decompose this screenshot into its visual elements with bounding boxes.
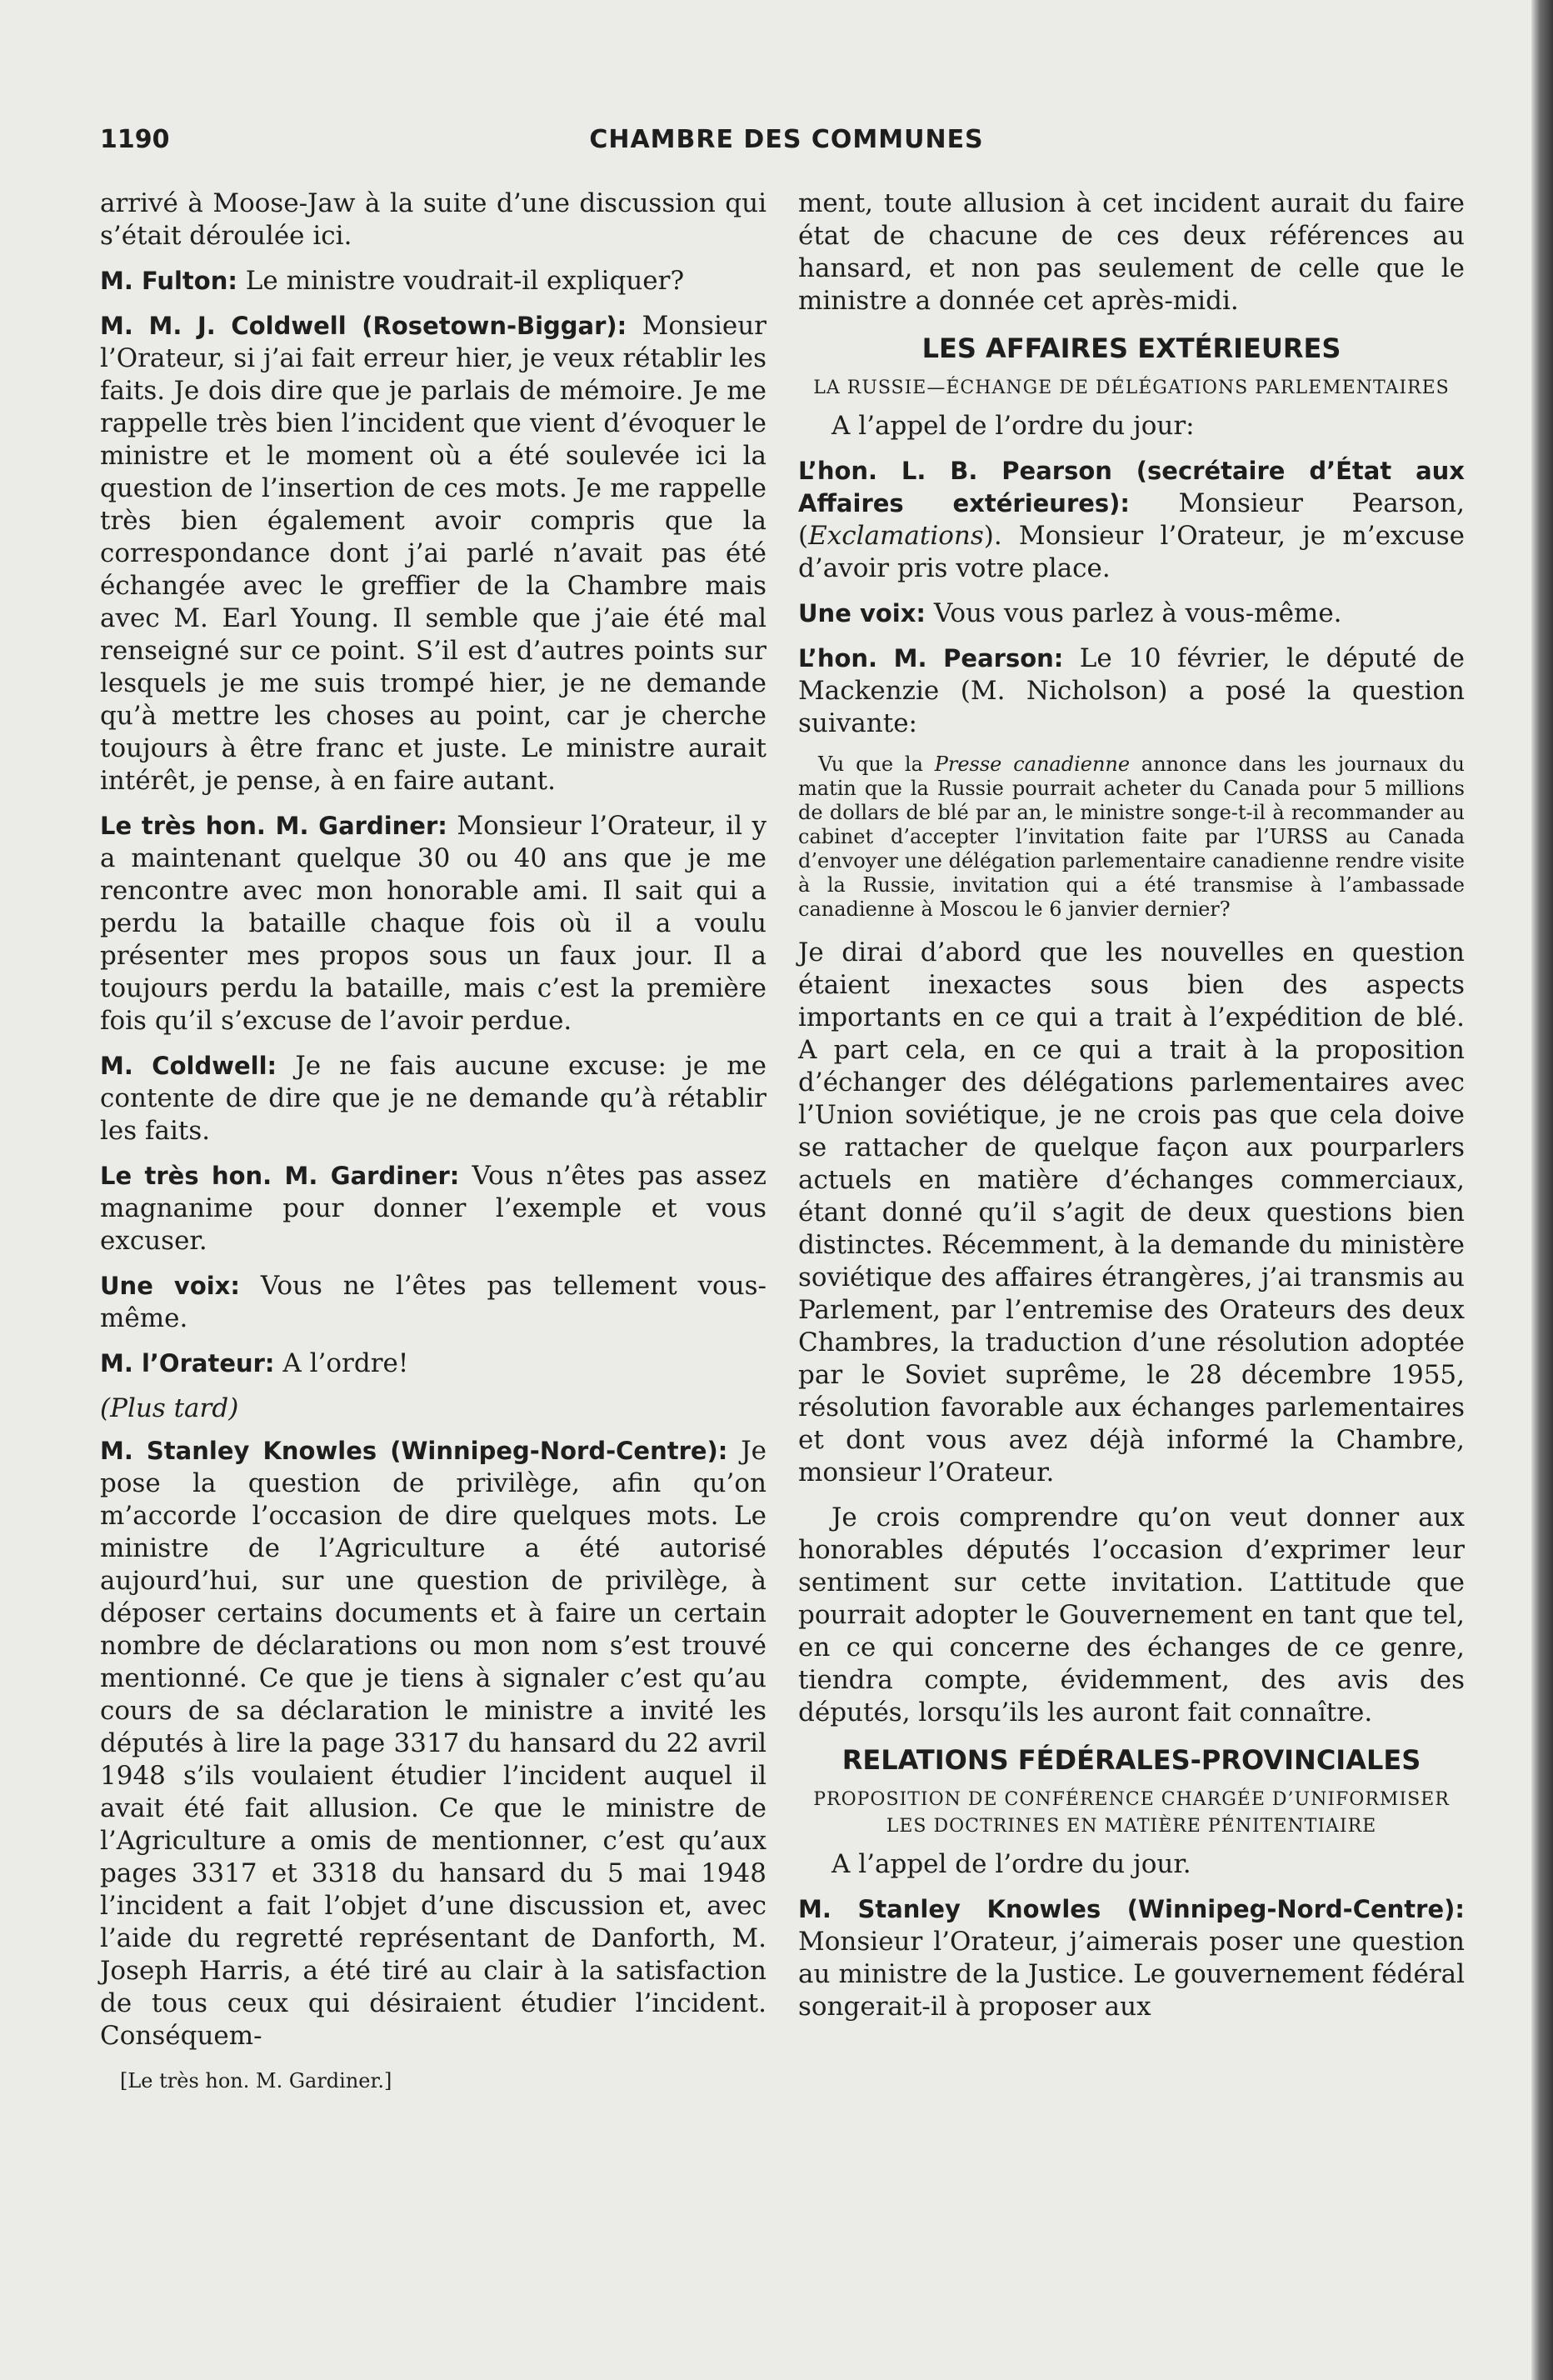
page-number: 1190 <box>100 125 170 154</box>
section-subheading-conference: PROPOSITION DE CONFÉRENCE CHARGÉE D’UNIFORMISER LES DOCTRINES EN MATIÈRE PÉNITENTIAIRE <box>813 1789 1450 1837</box>
quote-text: Vu que la <box>818 752 935 776</box>
speech-text: Vous vous parlez à vous-même. <box>926 598 1342 628</box>
speech-text: Monsieur l’Orateur, il y a maintenant quelque 30 ou 40 ans que je me rencontre avec mon honorable ami. Il sait qui a perdu la bataille chaque fois où il a voulu présenter mes propos sous un faux jour. Il a toujours perdu la bataille, mais c’est la première fois qu’il s’excuse de l’avoir perdue. <box>100 811 767 1036</box>
speaker-name: M. Coldwell: <box>100 1052 277 1080</box>
right-column <box>798 188 1465 2036</box>
speech-gardiner-2 <box>100 1160 767 1258</box>
speech-knowles <box>100 1435 767 2052</box>
speech-text-italic: Exclamations <box>808 521 984 551</box>
speech-coldwell-2 <box>100 1050 767 1148</box>
paragraph <box>798 188 1465 318</box>
quote-text: annonce dans les journaux du matin que la Russie pourrait acheter du Canada pour 5 millions de dollars de blé par an, le ministre songe-t-il à recommander au cabinet d’accepter l’invitation faite par l’URSS au Canada d’envoyer une délégation parlementaire canadienne rendre visite à la Russie, invitation qui a été transmise à l’ambassade canadienne à Moscou le 6 janvier dernier? <box>798 752 1465 921</box>
paragraph-text: Je dirai d’abord que les nouvelles en question étaient inexactes sous bien des aspects importants en ce qui a trait à l’expédition de blé. A part cela, en ce qui a trait à la proposition d’échanger des délégations parlementaires avec l’Union soviétique, je ne crois pas que cela doive se rattacher de quelque façon aux pourparlers actuels en matière d’échanges commerciaux, étant donné qu’il s’agit de deux questions bien distinctes. Récemment, à la demande du ministère soviétique des affaires étrangères, j’ai transmis au Parlement, par l’entremise des Orateurs des deux Chambres, la traduction d’une résolution adoptée par le Soviet suprême, le 28 décembre 1955, résolution favorable aux échanges parlementaires et dont vous avez déjà informé la Chambre, monsieur l’Orateur. <box>798 938 1465 1488</box>
speech-text: Monsieur Pearson, ( <box>798 488 1465 551</box>
page-edge-shadow <box>1531 0 1553 2380</box>
paragraph <box>100 188 767 252</box>
speaker-name: M. Fulton: <box>100 267 237 295</box>
speech-knowles-2 <box>798 1893 1465 2023</box>
paragraph-text: Je crois comprendre qu’on veut donner aux honorables députés l’occasion d’exprimer leur sentiment sur cette invitation. L’attitude que pourrait adopter le Gouvernement en tant que tel, en ce qui concerne des échanges de ce genre, tiendra compte, évidemment, des avis des députés, lorsqu’ils les auront fait connaître. <box>798 1502 1465 1728</box>
paragraph-text: ment, toute allusion à cet incident aurait du faire état de chacune de ces deux références au hansard, et non pas seulement de celle que le ministre a donnée cet après-midi. <box>798 188 1465 316</box>
speech-text: Je ne fais aucune excuse: je me contente de dire que je ne demande qu’à rétablir les faits. <box>100 1051 767 1146</box>
paragraph <box>798 937 1465 1489</box>
speaker-name: M. l’Orateur: <box>100 1349 275 1378</box>
quote-text-italic: Presse canadienne <box>934 752 1131 776</box>
orders-of-the-day: A l’appel de l’ordre du jour: <box>831 411 1195 441</box>
speaker-name: Une voix: <box>100 1272 240 1300</box>
speech-text: Le ministre voudrait-il expliquer? <box>237 266 685 296</box>
speech-text: Je pose la question de privilège, afin qu’on m’accorde l’occasion de dire quelques mots. Le ministre de l’Agriculture a été autorisé aujourd’hui, sur une question de privilège, à déposer certains documents et à faire un certain nombre de déclarations ou mon nom s’est trouvé mentionné. Ce que je tiens à signaler c’est qu’au cours de sa déclaration le ministre a invité les députés à lire la page 3317 du hansard du 22 avril 1948 s’ils voulaient étudier l’incident auquel il avait été fait allusion. Ce que le ministre de l’Agriculture a omis de mentionner, c’est qu’aux pages 3317 et 3318 du hansard du 5 mai 1948 l’incident a fait l’objet d’une discussion et, avec l’aide du regretté représentant de Danforth, M. Joseph Harris, a été tiré au clair à la satisfaction de tous ceux qui désiraient étudier l’incident. Conséquem- <box>100 1436 767 2051</box>
stage-direction: (Plus tard) <box>100 1393 239 1423</box>
section-heading-federal-provincial: RELATIONS FÉDÉRALES-PROVINCIALES <box>841 1744 1421 1776</box>
speech-pearson-2 <box>798 642 1465 740</box>
speech-text: Vous ne l’êtes pas tellement vous-même. <box>100 1271 767 1333</box>
speech-voice <box>100 1270 767 1335</box>
speaker-name: Le très hon. M. Gardiner: <box>100 1162 460 1190</box>
speaker-name: M. Stanley Knowles (Winnipeg-Nord-Centre): <box>100 1437 728 1465</box>
speaker-name: Une voix: <box>798 599 926 628</box>
left-column <box>100 188 767 2098</box>
section-heading-foreign-affairs: LES AFFAIRES EXTÉRIEURES <box>921 332 1341 364</box>
speaker-name: L’hon. M. Pearson: <box>798 644 1064 672</box>
speech-text: ). Monsieur l’Orateur, je m’excuse d’avoir pris votre place. <box>798 521 1465 583</box>
orders-of-the-day: A l’appel de l’ordre du jour. <box>831 1849 1191 1879</box>
paragraph <box>798 1502 1465 1729</box>
speaker-name: L’hon. L. B. Pearson (secrétaire d’État aux Affaires extérieures): <box>798 457 1465 518</box>
paragraph-text: arrivé à Moose-Jaw à la suite d’une discussion qui s’était déroulée ici. <box>100 188 767 251</box>
speaker-name: M. Stanley Knowles (Winnipeg-Nord-Centre): <box>798 1895 1465 1923</box>
running-title: CHAMBRE DES COMMUNES <box>589 125 984 154</box>
speech-text: Vous n’êtes pas assez magnanime pour donner l’exemple et vous excuser. <box>100 1161 767 1256</box>
footer-reference: [Le très hon. M. Gardiner.] <box>120 2069 392 2092</box>
page-header <box>100 125 1473 167</box>
speech-gardiner <box>100 810 767 1038</box>
speech-text: A l’ordre! <box>274 1348 409 1378</box>
speech-text: Le 10 février, le député de Mackenzie (M. Nicholson) a posé la question suivante: <box>798 643 1465 738</box>
quoted-question <box>798 752 1465 922</box>
speech-pearson <box>798 455 1465 585</box>
speech-coldwell <box>100 310 767 798</box>
section-subheading-russia: LA RUSSIE—ÉCHANGE DE DÉLÉGATIONS PARLEMENTAIRES <box>813 378 1450 398</box>
speech-voice-2 <box>798 598 1465 630</box>
speaker-name: Le très hon. M. Gardiner: <box>100 812 447 840</box>
speech-speaker <box>100 1348 767 1380</box>
speaker-name: M. M. J. Coldwell (Rosetown-Biggar): <box>100 312 627 340</box>
speech-text: Monsieur l’Orateur, si j’ai fait erreur hier, je veux rétablir les faits. Je dois dire que je parlais de mémoire. Je me rappelle très bien l’incident que vient d’évoquer le ministre et le moment où a été soulevée ici la question de l’insertion de ces mots. Je me rappelle très bien également avoir compris que la correspondance dont j’ai parlé n’avait pas été échangée avec le greffier de la Chambre mais avec M. Earl Young. Il semble que j’aie été mal renseigné sur ce point. S’il est d’autres points sur lesquels je me suis trompé hier, je ne demande qu’à mettre les choses au point, car je cherche toujours à être franc et juste. Le ministre aurait intérêt, je pense, à en faire autant. <box>100 311 767 796</box>
speech-text: Monsieur l’Orateur, j’aimerais poser une question au ministre de la Justice. Le gouvernement fédéral songerait-il à proposer aux <box>798 1927 1465 2022</box>
speech-fulton <box>100 265 767 298</box>
